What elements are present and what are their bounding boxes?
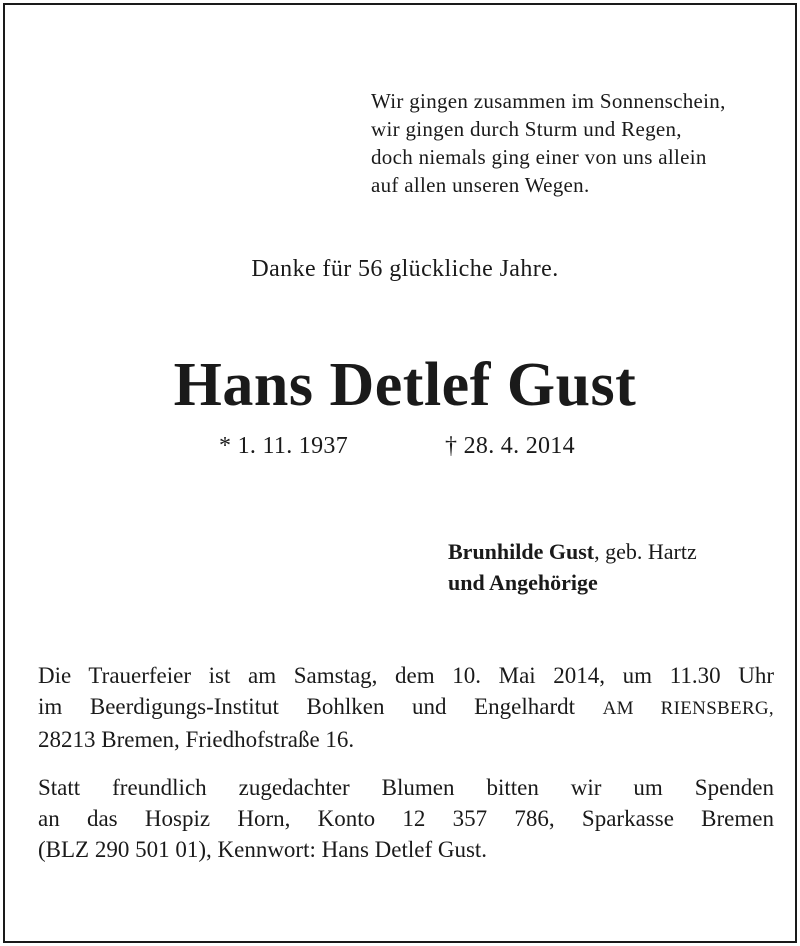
poem-line: auf allen unseren Wegen. [371,173,590,197]
funeral-institute: im Beerdigungs-Institut Bohlken und Engelhardt [38,694,603,719]
obituary-notice [3,3,797,943]
funeral-info [38,660,774,755]
death-date: † 28. 4. 2014 [445,433,575,459]
mourners [448,536,697,598]
funeral-address: 28213 Bremen, Friedhofstraße 16. [38,727,355,752]
mourner-name: Brunhilde Gust [448,539,595,564]
donation-line: an das Hospiz Horn, Konto 12 357 786, Sparkasse Bremen [38,806,774,831]
donation-line: Statt freundlich zugedachter Blumen bitten wir um Spenden [38,775,774,800]
birth-date: * 1. 11. 1937 [219,433,349,459]
donation-info [38,772,774,865]
poem [371,87,726,199]
poem-line: Wir gingen zusammen im Sonnenschein, [371,89,726,113]
donation-line: (BLZ 290 501 01), Kennwort: Hans Detlef Gust. [38,837,488,862]
funeral-location: AM RIENSBERG, [602,698,774,719]
funeral-line [38,691,774,724]
relatives-line: und Angehörige [448,570,598,595]
funeral-line: Die Trauerfeier ist am Samstag, dem 10. Mai 2014, um 11.30 Uhr [38,663,774,688]
poem-line: wir gingen durch Sturm und Regen, [371,117,682,141]
mourner-maiden-name: , geb. Hartz [594,539,697,564]
deceased-name: Hans Detlef Gust [173,351,637,419]
poem-line: doch niemals ging einer von uns allein [371,145,707,169]
thanks-line: Danke für 56 glückliche Jahre. [251,256,559,282]
